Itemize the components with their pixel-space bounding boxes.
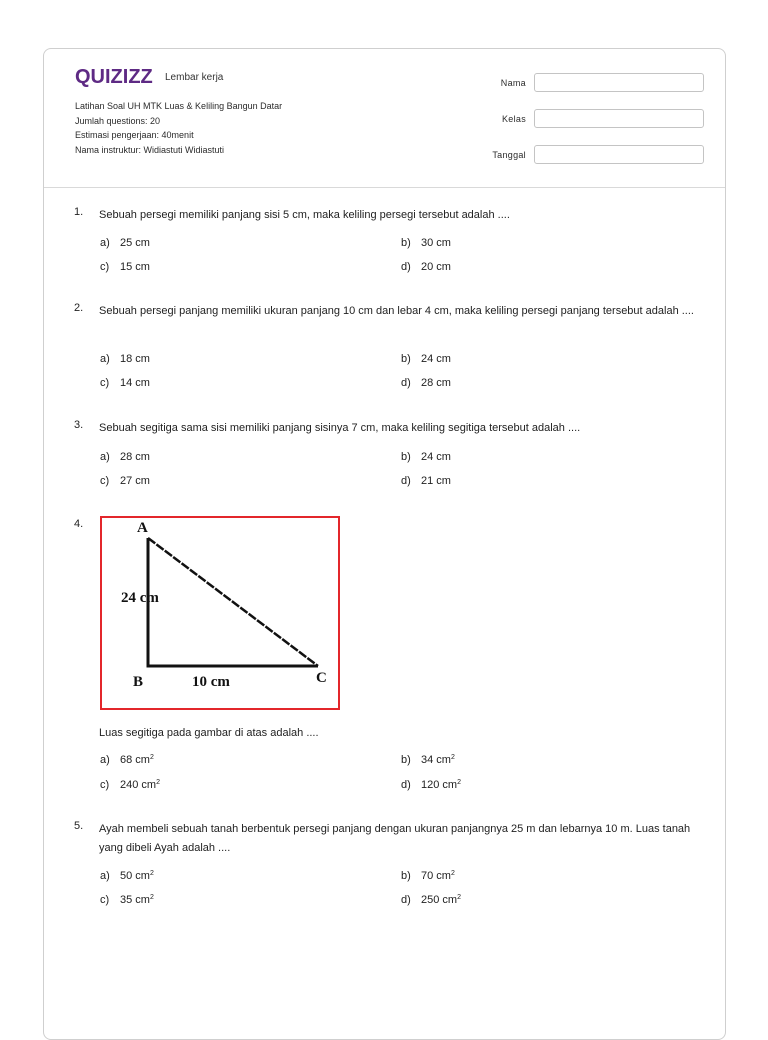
option-key: a) bbox=[100, 870, 110, 882]
question-text: Sebuah segitiga sama sisi memiliki panjang sisinya 7 cm, maka keliling segitiga tersebut adalah .... bbox=[99, 422, 581, 434]
date-input[interactable] bbox=[534, 145, 704, 164]
option-key: c) bbox=[100, 377, 110, 389]
option-2b[interactable] bbox=[401, 353, 451, 365]
option-key: d) bbox=[401, 779, 411, 791]
option-text: 50 cm bbox=[120, 870, 150, 882]
question-text: Ayah membeli sebuah tanah berbentuk persegi panjang dengan ukuran panjangnya 25 m dan lebarnya 10 m. Luas tanah yang dibeli Ayah adalah .... bbox=[99, 823, 691, 854]
option-text: 24 cm bbox=[421, 451, 451, 463]
option-text: 27 cm bbox=[120, 475, 150, 487]
option-4a[interactable] bbox=[100, 754, 154, 766]
option-text: 35 cm bbox=[120, 894, 150, 906]
estimated-time: Estimasi pengerjaan: 40menit bbox=[75, 130, 194, 140]
option-1c[interactable] bbox=[100, 261, 150, 273]
question-number: 3. bbox=[74, 419, 84, 431]
side-bc-label: 10 cm bbox=[192, 674, 230, 690]
brand-name: QUIZIZZ bbox=[75, 66, 153, 87]
option-text: 68 cm bbox=[120, 754, 150, 766]
question-number: 1. bbox=[74, 206, 84, 218]
option-text: 15 cm bbox=[120, 261, 150, 273]
option-text: 240 cm bbox=[120, 779, 157, 791]
option-3a[interactable] bbox=[100, 451, 150, 463]
option-text: 24 cm bbox=[421, 353, 451, 365]
date-label: Tanggal bbox=[492, 149, 526, 160]
option-key: d) bbox=[401, 894, 411, 906]
option-key: a) bbox=[100, 353, 110, 365]
question-text: Sebuah persegi memiliki panjang sisi 5 cm, maka keliling persegi tersebut adalah .... bbox=[99, 209, 510, 221]
option-superscript: 2 bbox=[450, 754, 455, 761]
option-3c[interactable] bbox=[100, 475, 150, 487]
option-key: d) bbox=[401, 377, 411, 389]
option-key: b) bbox=[401, 754, 411, 766]
option-superscript: 2 bbox=[149, 870, 154, 877]
question-number: 4. bbox=[74, 518, 84, 530]
option-key: d) bbox=[401, 475, 411, 487]
name-field-row bbox=[474, 73, 704, 92]
option-text: 14 cm bbox=[120, 377, 150, 389]
option-key: a) bbox=[100, 754, 110, 766]
worksheet-subtitle: Lembar kerja bbox=[165, 71, 224, 83]
quizizz-logo-icon bbox=[75, 65, 159, 87]
class-field-row bbox=[474, 109, 704, 128]
option-text: 18 cm bbox=[120, 353, 150, 365]
option-key: b) bbox=[401, 237, 411, 249]
option-text: 20 cm bbox=[421, 261, 451, 273]
instructor-name: Nama instruktur: Widiastuti Widiastuti bbox=[75, 144, 225, 155]
option-key: b) bbox=[401, 353, 411, 365]
option-superscript: 2 bbox=[457, 779, 461, 786]
worksheet-header bbox=[44, 49, 725, 188]
option-text: 28 cm bbox=[421, 377, 451, 389]
option-2d[interactable] bbox=[401, 377, 451, 389]
option-4b[interactable] bbox=[401, 754, 455, 766]
class-input[interactable] bbox=[534, 109, 704, 128]
question-number: 2. bbox=[74, 302, 84, 314]
option-5b[interactable] bbox=[401, 870, 455, 882]
option-key: c) bbox=[100, 894, 110, 906]
option-key: c) bbox=[100, 475, 110, 487]
option-text: 30 cm bbox=[421, 237, 451, 249]
option-3b[interactable] bbox=[401, 451, 451, 463]
side-ab-label: 24 cm bbox=[121, 590, 159, 606]
question-text: Sebuah persegi panjang memiliki ukuran panjang 10 cm dan lebar 4 cm, maka keliling persegi panjang tersebut adalah .... bbox=[99, 305, 694, 317]
option-text: 25 cm bbox=[120, 237, 150, 249]
option-1d[interactable] bbox=[401, 261, 451, 273]
option-text: 28 cm bbox=[120, 451, 150, 463]
option-text: 21 cm bbox=[421, 475, 451, 487]
option-key: a) bbox=[100, 451, 110, 463]
worksheet-meta bbox=[75, 99, 325, 157]
vertex-c-label: C bbox=[316, 670, 327, 686]
question-text: Luas segitiga pada gambar di atas adalah .... bbox=[99, 727, 319, 739]
option-superscript: 2 bbox=[149, 894, 154, 901]
option-key: c) bbox=[100, 261, 110, 273]
option-1a[interactable] bbox=[100, 237, 150, 249]
worksheet-title: Latihan Soal UH MTK Luas & Keliling Bangun Datar bbox=[75, 101, 283, 111]
class-label: Kelas bbox=[501, 113, 526, 124]
option-key: d) bbox=[401, 261, 411, 273]
option-2c[interactable] bbox=[100, 377, 150, 389]
triangle-hypotenuse bbox=[148, 538, 318, 666]
name-label: Nama bbox=[500, 77, 526, 88]
option-3d[interactable] bbox=[401, 475, 451, 487]
quizizz-logo bbox=[75, 65, 223, 87]
option-5d[interactable] bbox=[401, 894, 461, 906]
option-key: c) bbox=[100, 779, 110, 791]
worksheet-page bbox=[43, 48, 726, 1040]
option-superscript: 2 bbox=[457, 894, 461, 901]
name-input[interactable] bbox=[534, 73, 704, 92]
option-key: a) bbox=[100, 237, 110, 249]
option-2a[interactable] bbox=[100, 353, 150, 365]
option-5c[interactable] bbox=[100, 894, 154, 906]
option-key: b) bbox=[401, 451, 411, 463]
option-4c[interactable] bbox=[100, 779, 160, 791]
option-key: b) bbox=[401, 870, 411, 882]
option-superscript: 2 bbox=[450, 870, 455, 877]
option-text: 70 cm bbox=[421, 870, 451, 882]
vertex-a-label: A bbox=[137, 520, 148, 536]
triangle-figure bbox=[100, 516, 340, 710]
option-1b[interactable] bbox=[401, 237, 451, 249]
question-count: Jumlah questions: 20 bbox=[75, 115, 161, 126]
date-field-row bbox=[474, 145, 704, 164]
option-text: 250 cm bbox=[421, 894, 458, 906]
option-5a[interactable] bbox=[100, 870, 154, 882]
option-text: 34 cm bbox=[421, 754, 451, 766]
option-text: 120 cm bbox=[421, 779, 458, 791]
option-superscript: 2 bbox=[156, 779, 160, 786]
question-number: 5. bbox=[74, 820, 84, 832]
right-triangle-diagram bbox=[102, 518, 338, 708]
option-4d[interactable] bbox=[401, 779, 461, 791]
vertex-b-label: B bbox=[133, 674, 144, 690]
option-superscript: 2 bbox=[149, 754, 154, 761]
